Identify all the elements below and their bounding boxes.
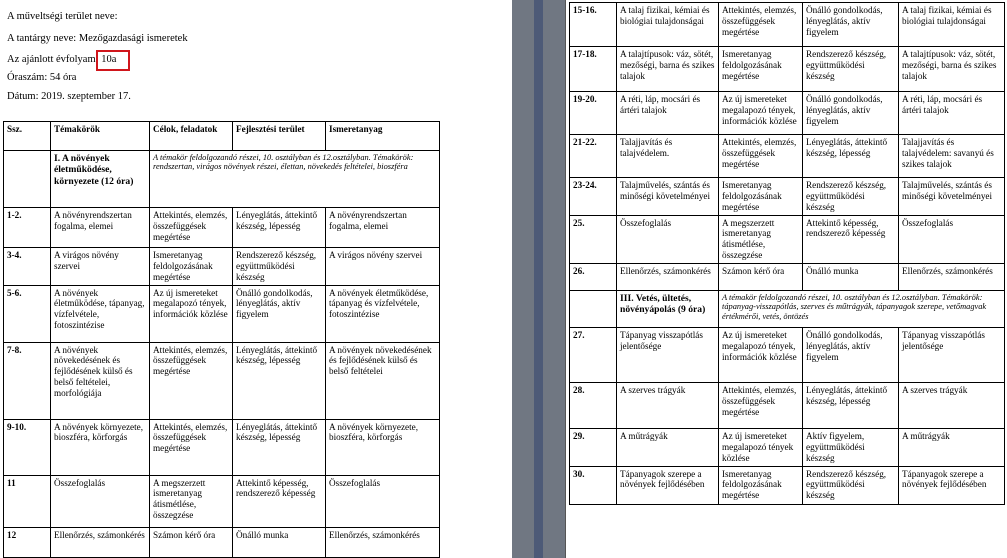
- lesson-number: 30.: [570, 466, 617, 504]
- section-row: [4, 151, 440, 208]
- lesson-number: 15-16.: [570, 3, 617, 47]
- development-cell: Lényeglátás, áttekintő készség, lépesség: [803, 383, 899, 429]
- goals-cell: Az új ismereteket megalapozó tények közlése: [719, 429, 803, 467]
- goals-cell: Attekintés, elemzés, összefüggések megértése: [719, 135, 803, 178]
- lesson-number: 29.: [570, 429, 617, 467]
- knowledge-cell: A növények életműködése, tápanyag és vízfelvétele, fotoszintézise: [326, 285, 440, 342]
- lesson-number: 7-8.: [4, 342, 51, 419]
- table-row: [4, 285, 440, 342]
- goals-cell: A megszerzett ismeretanyag átismétlése, összegzése: [719, 215, 803, 263]
- knowledge-cell: Tápanyag visszapótlás jelentősége: [899, 328, 1005, 383]
- section-number-cell: [4, 151, 51, 208]
- goals-cell: Az új ismereteket megalapozó tények, információk közlése: [719, 328, 803, 383]
- goals-cell: A megszerzett ismeretanyag átismétlése, összegzése: [150, 475, 233, 527]
- knowledge-cell: Tápanyagok szerepe a növények fejlődésében: [899, 466, 1005, 504]
- development-cell: Önálló gondolkodás, lényeglátás, aktív figyelem: [803, 328, 899, 383]
- topic-cell: Ellenőrzés, számonkérés: [617, 264, 719, 291]
- goals-cell: Ismeretanyag feldolgozásának megértése: [150, 248, 233, 286]
- development-cell: Lényeglátás, áttekintő készség, lépesség: [233, 342, 326, 419]
- knowledge-cell: Ellenőrzés, számonkérés: [326, 527, 440, 557]
- lesson-number: 23-24.: [570, 178, 617, 216]
- lesson-number: 12: [4, 527, 51, 557]
- grade-value: 10a: [101, 54, 117, 65]
- topic-cell: A növények növekedésének és fejlődésének külső és belső feltételei, morfológiája: [51, 342, 150, 419]
- goals-cell: Attekintés, elemzés, összefüggések megértése: [150, 419, 233, 475]
- section-number-cell: [570, 291, 617, 328]
- table-row: [570, 92, 1005, 135]
- knowledge-cell: A növények környezete, bioszféra, körforgás: [326, 419, 440, 475]
- goals-cell: Számon kérő óra: [150, 527, 233, 557]
- header-cell: Ssz.: [4, 122, 51, 151]
- knowledge-cell: Talajjavítás és talajvédelem: savanyú és szikes talajok: [899, 135, 1005, 178]
- table-row: [570, 383, 1005, 429]
- lesson-number: 1-2.: [4, 208, 51, 248]
- development-cell: Önálló munka: [803, 264, 899, 291]
- topic-cell: A talaj fizikai, kémiai és biológiai tulajdonságai: [617, 3, 719, 47]
- development-cell: Önálló gondolkodás, lényeglátás, aktív figyelem: [233, 285, 326, 342]
- lesson-number: 5-6.: [4, 285, 51, 342]
- goals-cell: Az új ismereteket megalapozó tények, információk közlése: [719, 92, 803, 135]
- table-row: [4, 419, 440, 475]
- document-page-right: [565, 0, 1007, 558]
- subject-line: A tantárgy neve: Mezőgazdasági ismeretek: [7, 33, 188, 44]
- lesson-number: 27.: [570, 328, 617, 383]
- table-row: [570, 3, 1005, 47]
- lesson-number: 28.: [570, 383, 617, 429]
- table-row: [570, 135, 1005, 178]
- area-label: A műveltségi terület neve:: [7, 11, 118, 22]
- knowledge-cell: A növényrendszertan fogalma, elemei: [326, 208, 440, 248]
- topic-cell: Összefoglalás: [51, 475, 150, 527]
- lesson-number: 17-18.: [570, 47, 617, 92]
- page-divider: [534, 0, 543, 558]
- table-row: [4, 527, 440, 557]
- knowledge-cell: A réti, láp, mocsári és ártéri talajok: [899, 92, 1005, 135]
- development-cell: Önálló gondolkodás, lényeglátás, aktív figyelem: [803, 3, 899, 47]
- lesson-number: 21-22.: [570, 135, 617, 178]
- goals-cell: Attekintés, elemzés, összefüggések megértése: [719, 383, 803, 429]
- development-cell: Rendszerező készség, együttműködési készség: [803, 178, 899, 216]
- table-row: [570, 178, 1005, 216]
- knowledge-cell: Összefoglalás: [899, 215, 1005, 263]
- lesson-number: 25.: [570, 215, 617, 263]
- table-row: [570, 429, 1005, 467]
- header-cell: Célok, feladatok: [150, 122, 233, 151]
- table-row: [570, 466, 1005, 504]
- knowledge-cell: A műtrágyák: [899, 429, 1005, 467]
- topic-cell: Tápanyag visszapótlás jelentősége: [617, 328, 719, 383]
- development-cell: Rendszerező készség, együttműködési készség: [233, 248, 326, 286]
- topic-cell: Talajművelés, szántás és minőségi követelményei: [617, 178, 719, 216]
- lesson-number: 19-20.: [570, 92, 617, 135]
- goals-cell: Ismeretanyag feldolgozásának megértése: [719, 466, 803, 504]
- goals-cell: Ismeretanyag feldolgozásának megértése: [719, 47, 803, 92]
- development-cell: Lényeglátás, áttekintő készség, lépesség: [803, 135, 899, 178]
- lesson-number: 9-10.: [4, 419, 51, 475]
- knowledge-cell: A növények növekedésének és fejlődésének külső és belső feltételei: [326, 342, 440, 419]
- section-note: A témakör feldolgozandó részei, 10. osztályban és 12.osztályban. Témakörök: rendszertan, virágos növények részei, élettan, növekedés feltételei, bioszféra: [150, 151, 440, 208]
- lesson-number: 11: [4, 475, 51, 527]
- topic-cell: A talajtípusok: váz, sötét, mezőségi, barna és szikes talajok: [617, 47, 719, 92]
- development-cell: Rendszerező készség, együttműködési készség: [803, 466, 899, 504]
- section-row: [570, 291, 1005, 328]
- topic-cell: A növényrendszertan fogalma, elemei: [51, 208, 150, 248]
- table-row: [4, 248, 440, 286]
- knowledge-cell: Talajművelés, szántás és minőségi követelményei: [899, 178, 1005, 216]
- table-row: [570, 328, 1005, 383]
- development-cell: Attekintő képesség, rendszerező képesség: [233, 475, 326, 527]
- topic-cell: Összefoglalás: [617, 215, 719, 263]
- lesson-number: 26.: [570, 264, 617, 291]
- grade-line: [7, 54, 116, 65]
- topic-cell: A növények környezete, bioszféra, körforgás: [51, 419, 150, 475]
- knowledge-cell: A virágos növény szervei: [326, 248, 440, 286]
- table-row: [570, 215, 1005, 263]
- table-row: [570, 264, 1005, 291]
- development-cell: Attekintő képesség, rendszerező képesség: [803, 215, 899, 263]
- page-gap: [512, 0, 565, 558]
- goals-cell: Számon kérő óra: [719, 264, 803, 291]
- knowledge-cell: A talajtípusok: váz, sötét, mezőségi, barna és szikes talajok: [899, 47, 1005, 92]
- knowledge-cell: Összefoglalás: [326, 475, 440, 527]
- topic-cell: Tápanyagok szerepe a növények fejlődésében: [617, 466, 719, 504]
- topic-cell: A műtrágyák: [617, 429, 719, 467]
- hours-line: Óraszám: 54 óra: [7, 72, 77, 83]
- topic-cell: A virágos növény szervei: [51, 248, 150, 286]
- topic-cell: A réti, láp, mocsári és ártéri talajok: [617, 92, 719, 135]
- header-cell: Fejlesztési terület: [233, 122, 326, 151]
- lesson-number: 3-4.: [4, 248, 51, 286]
- knowledge-cell: A talaj fizikai, kémiai és biológiai tulajdonságai: [899, 3, 1005, 47]
- table-header-row: [4, 122, 440, 151]
- table-row: [4, 342, 440, 419]
- section-note: A témakör feldolgozandó részei, 10. osztályban és 12.osztályban. Témakörök: tápanyag-visszapótlás, szerves és műtrágyák, tápanyagok szerepe, vetőmagvak értékmérői, vetés, öntözés: [719, 291, 1005, 328]
- goals-cell: Attekintés, elemzés, összefüggések megértése: [719, 3, 803, 47]
- topic-cell: Talajjavítás és talajvédelem.: [617, 135, 719, 178]
- development-cell: Lényeglátás, áttekintő készség, lépesség: [233, 208, 326, 248]
- section-title: III. Vetés, ültetés, növényápolás (9 óra): [617, 291, 719, 328]
- development-cell: Aktív figyelem, együttműködési készség: [803, 429, 899, 467]
- header-cell: Ismeretanyag: [326, 122, 440, 151]
- highlight-box: [96, 50, 130, 71]
- table-row: [570, 47, 1005, 92]
- knowledge-cell: Ellenőrzés, számonkérés: [899, 264, 1005, 291]
- development-cell: Önálló gondolkodás, lényeglátás, aktív figyelem: [803, 92, 899, 135]
- table-row: [4, 208, 440, 248]
- knowledge-cell: A szerves trágyák: [899, 383, 1005, 429]
- goals-cell: Attekintés, elemzés, összefüggések megértése: [150, 342, 233, 419]
- table-row: [4, 475, 440, 527]
- curriculum-table-left: [3, 121, 440, 558]
- goals-cell: Az új ismereteket megalapozó tények, információk közlése: [150, 285, 233, 342]
- grade-highlight: [101, 54, 116, 65]
- goals-cell: Ismeretanyag feldolgozásának megértése: [719, 178, 803, 216]
- grade-label: Az ajánlott évfolyam:: [7, 54, 99, 65]
- topic-cell: A szerves trágyák: [617, 383, 719, 429]
- topic-cell: Ellenőrzés, számonkérés: [51, 527, 150, 557]
- section-title: I. A növények életműködése, környezete (12 óra): [51, 151, 150, 208]
- header-cell: Témakörök: [51, 122, 150, 151]
- date-line: Dátum: 2019. szeptember 17.: [7, 91, 131, 102]
- development-cell: Önálló munka: [233, 527, 326, 557]
- topic-cell: A növények életműködése, tápanyag, vízfelvétele, fotoszintézise: [51, 285, 150, 342]
- development-cell: Lényeglátás, áttekintő készség, lépesség: [233, 419, 326, 475]
- development-cell: Rendszerező készség, együttműködési készség: [803, 47, 899, 92]
- curriculum-table-right: [569, 2, 1005, 505]
- goals-cell: Attekintés, elemzés, összefüggések megértése: [150, 208, 233, 248]
